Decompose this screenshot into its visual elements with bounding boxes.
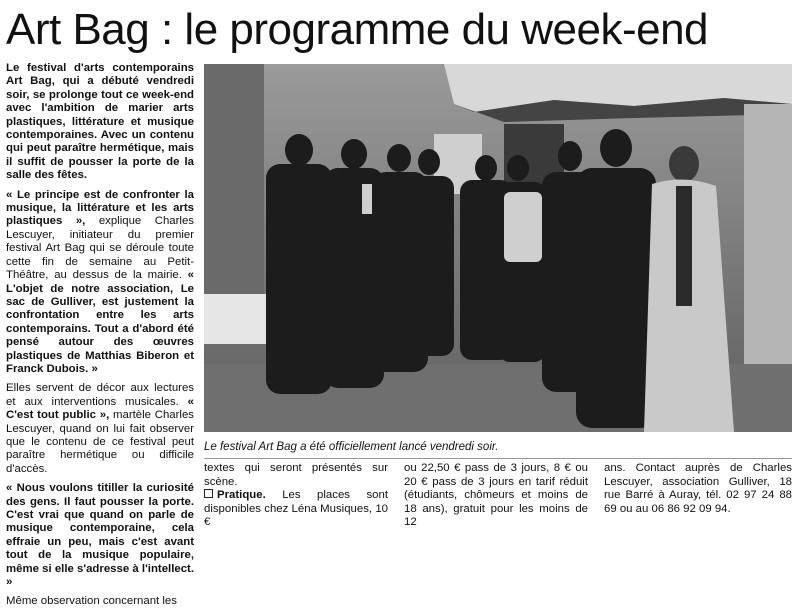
article-photo [204, 64, 792, 432]
article-paragraph-4: Même observation concernant les [6, 595, 177, 608]
group-photo-illustration [204, 64, 792, 432]
bottom-column-3 [604, 462, 792, 534]
quote-principle: « Le principe est de confronter la musique, la littérature et les arts plastiques », [6, 188, 194, 228]
quote-public: « C'est tout public », [6, 395, 194, 422]
article-left-column [6, 62, 194, 608]
article-lead: Le festival d'arts contemporains Art Bag, qui a débuté vendredi soir, se prolonge tout ce week-end avec l'ambition de marier arts plastiques, littérature et musique contemporaines. Avec un contenu qui peut paraître hermétique, mais il suffit de pousser la porte de la salle des fêtes. [6, 62, 194, 182]
bottom-text-1b: Les places sont disponibles chez Léna Musiques, 10 € [204, 489, 388, 529]
bottom-text-3: ans. Contact auprès de Charles Lescuyer, association Gulliver, 18 rue Barré à Auray, tél. 02 97 24 88 69 ou au 06 86 92 09 94. [604, 462, 792, 515]
article-headline: Art Bag : le programme du week-end [6, 5, 709, 54]
bottom-text-1: textes qui seront présentés sur scène. [204, 462, 388, 488]
paragraph-2-text-b: martèle Charles Lescuyer, quand on lui fait observer que le contenu de ce festival peut paraître hermétique ou difficile d'accès. [6, 409, 194, 475]
bottom-text-2: ou 22,50 € pass de 3 jours, 8 € ou 20 € pass de 3 jours en tarif réduit (étudiants, chômeurs et moins de 18 ans), gratuit pour les moins de 12 [404, 462, 588, 529]
square-bullet-icon [204, 489, 213, 498]
article-paragraph-2 [6, 382, 194, 476]
article-paragraph-1 [6, 189, 194, 377]
bottom-column-1 [204, 462, 388, 534]
bottom-column-2 [404, 462, 588, 534]
caption-divider [204, 458, 792, 459]
photo-caption: Le festival Art Bag a été officiellement lancé vendredi soir. [204, 441, 499, 453]
quote-association: « L'objet de notre association, Le sac de Gulliver, est justement la confrontation entre les arts contemporains. Tout a d'abord été pensé autour des œuvres plastiques de Matthias Biberon et Franck Dubois. » [6, 269, 194, 375]
article-paragraph-3: « Nous voulons titiller la curiosité des gens. Il faut pousser la porte. C'est vrai que quand on parle de musique contemporaine, cela effraie un peu, mais c'est avant tout de la musique populaire, même si elle s'adresse à l'intellect. » [6, 482, 194, 589]
practical-label: Pratique. [217, 489, 266, 502]
paragraph-2-text-a: Elles servent de décor aux lectures et aux interventions musicales. [6, 382, 194, 408]
paragraph-1-text: explique Charles Lescuyer, initiateur du premier festival Art Bag qui se déroule toute cette fin de semaine au Petit-Théâtre, au dessus de la mairie. [6, 215, 194, 282]
